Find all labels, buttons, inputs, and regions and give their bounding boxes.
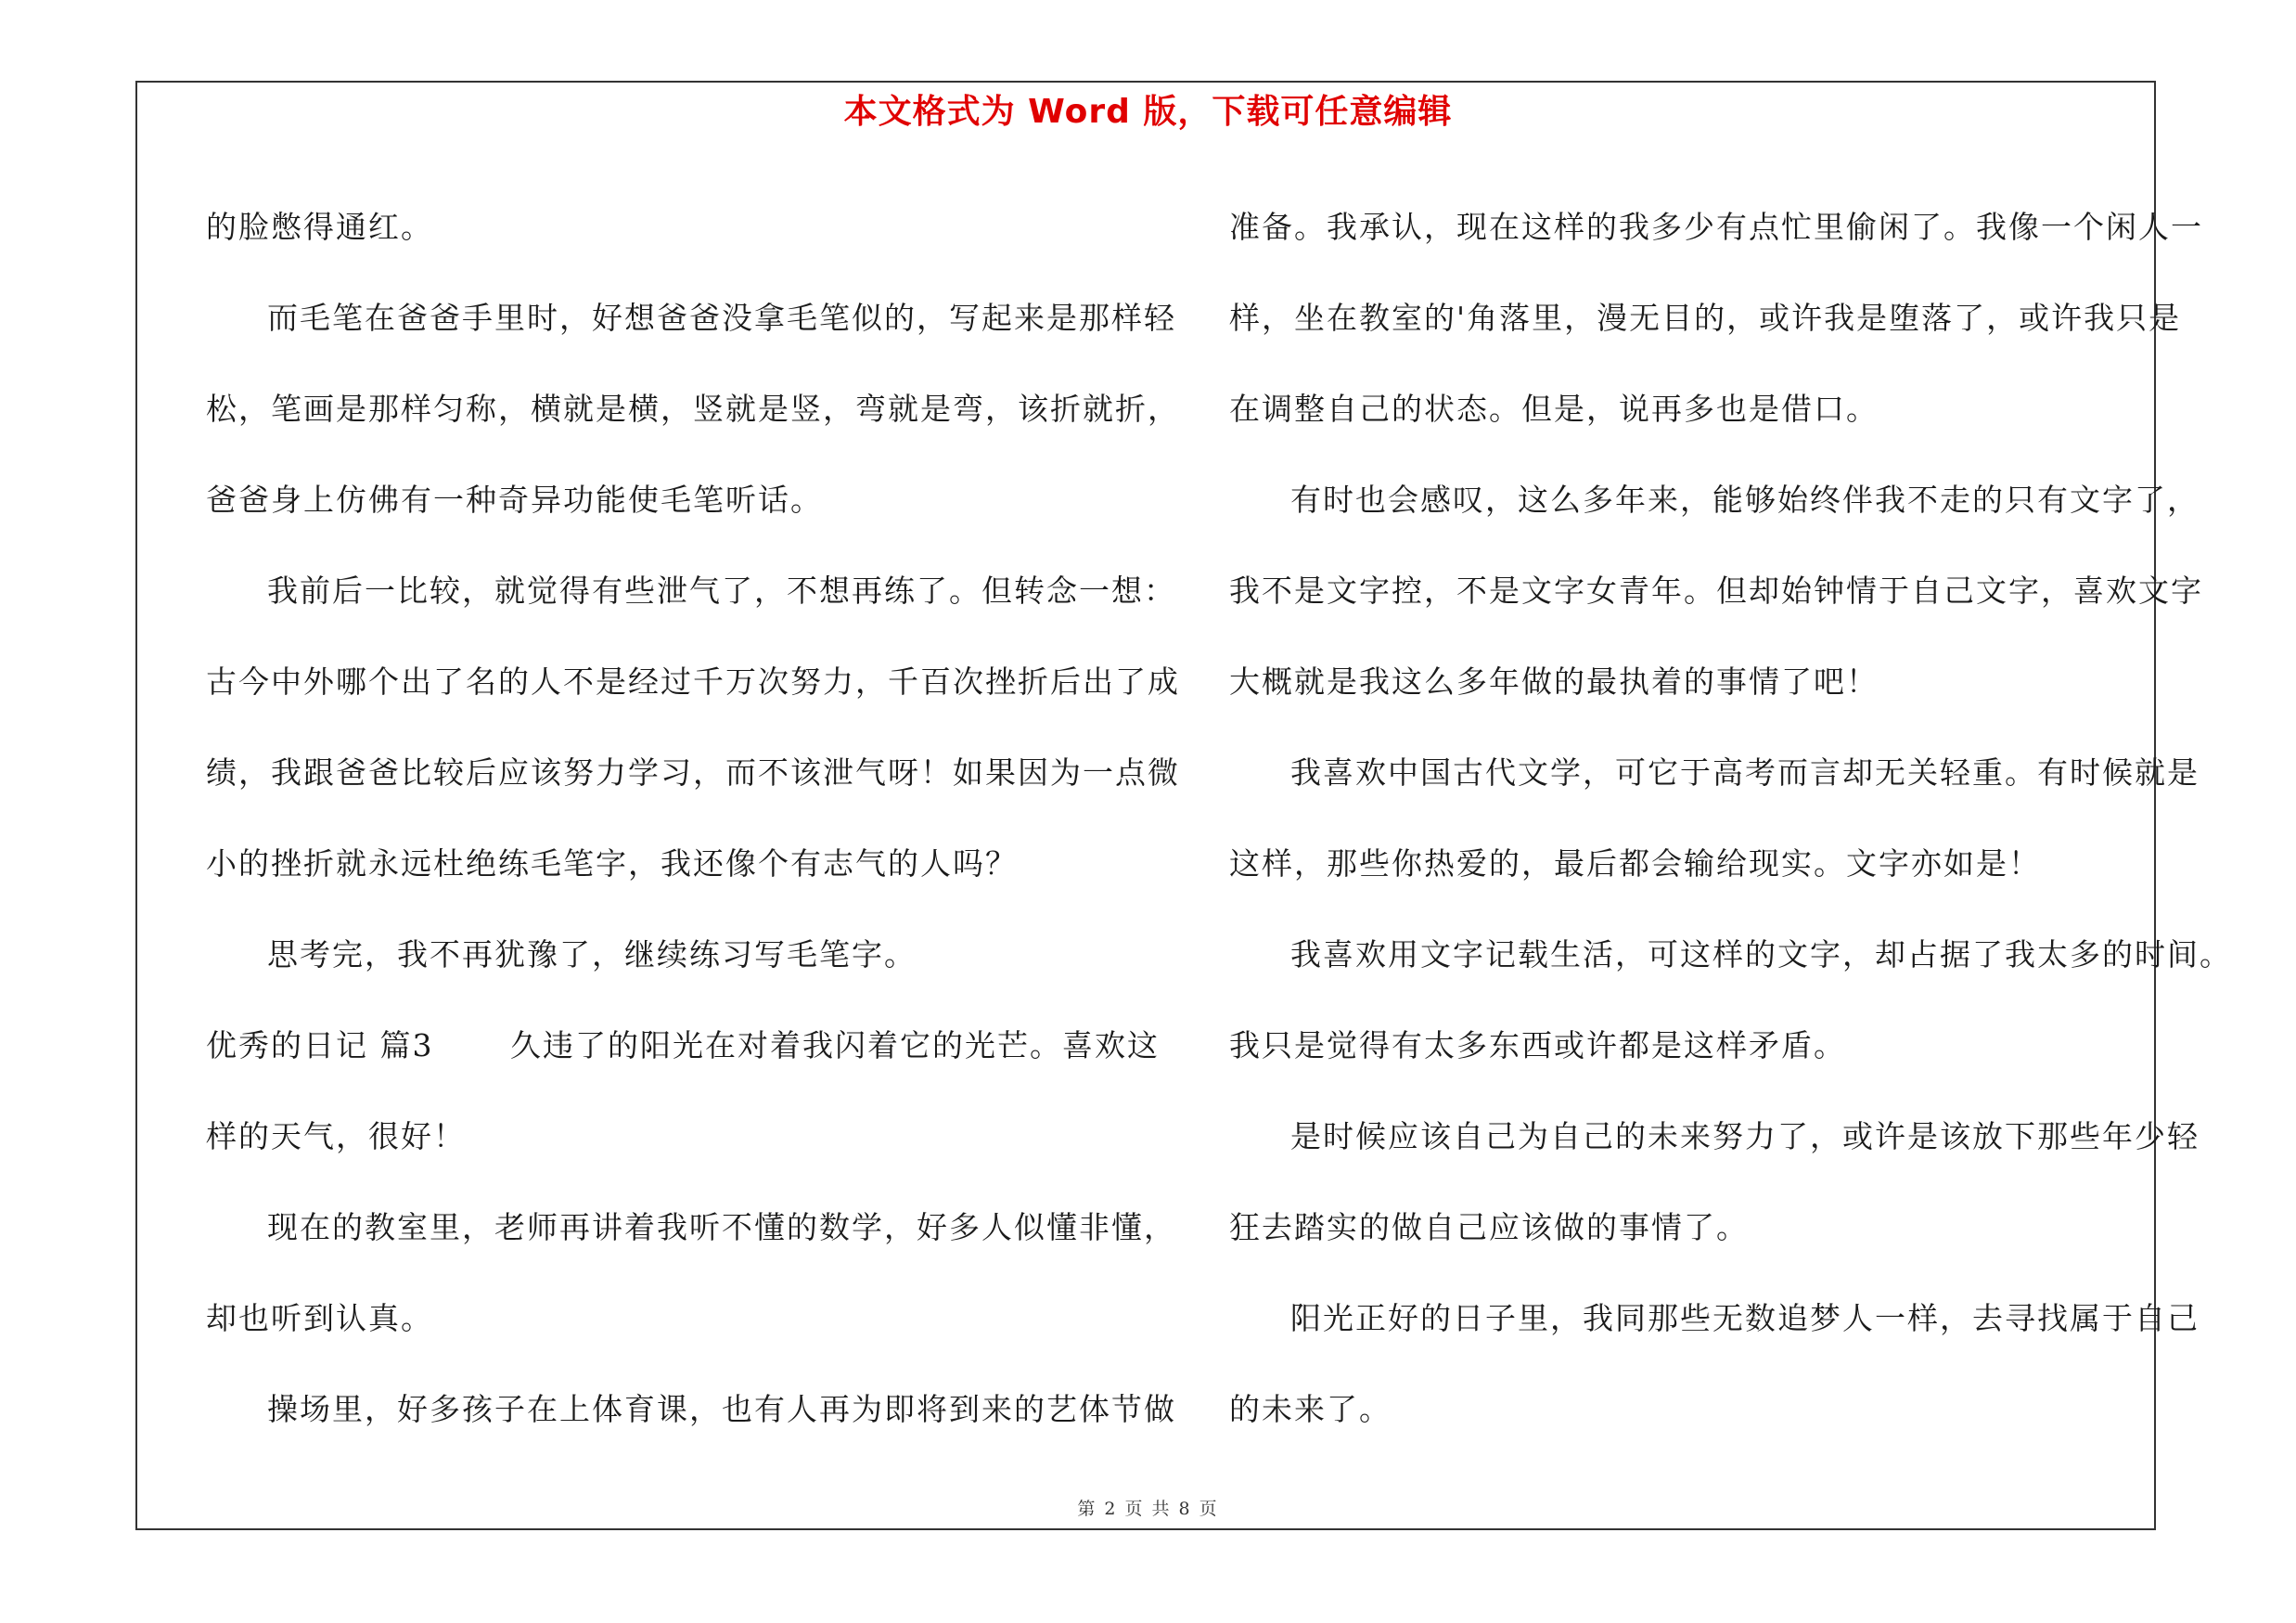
paragraph-line: 准备。我承认，现在这样的我多少有点忙里偷闲了。我像一个闲人一 (1229, 209, 2203, 245)
word-format-banner: 本文格式为 Word 版，下载可任意编辑 (843, 93, 1453, 131)
paragraph-line: 优秀的日记 篇3 久违了的阳光在对着我闪着它的光芒。喜欢这 (206, 1027, 1160, 1063)
paragraph-line: 而毛笔在爸爸手里时，好想爸爸没拿毛笔似的，写起来是那样轻 (267, 300, 1176, 336)
paragraph-line: 我喜欢中国古代文学，可它于高考而言却无关轻重。有时候就是 (1290, 754, 2200, 791)
paragraph-line: 我不是文字控，不是文字女青年。但却始钟情于自己文字，喜欢文字 (1229, 573, 2203, 609)
paragraph-line: 思考完，我不再犹豫了，继续练习写毛笔字。 (267, 936, 917, 973)
page-number-footer: 第 2 页 共 8 页 (1077, 1499, 1219, 1519)
paragraph-line: 我只是觉得有太多东西或许都是这样矛盾。 (1229, 1027, 1846, 1063)
right-text-column (1229, 182, 2232, 1455)
paragraph-line: 狂去踏实的做自己应该做的事情了。 (1229, 1209, 1749, 1245)
paragraph-line: 现在的教室里，老师再讲着我听不懂的数学，好多人似懂非懂， (267, 1209, 1176, 1245)
paragraph-line: 的脸憋得通红。 (206, 209, 433, 245)
paragraph-line: 的未来了。 (1229, 1391, 1392, 1427)
paragraph-line: 样的天气，很好！ (206, 1118, 466, 1154)
paragraph-line: 爸爸身上仿佛有一种奇异功能使毛笔听话。 (206, 482, 823, 518)
paragraph-line: 我喜欢用文字记载生活，可这样的文字，却占据了我太多的时间。 (1290, 936, 2232, 973)
left-text-column (206, 182, 1180, 1455)
paragraph-line: 在调整自己的状态。但是，说再多也是借口。 (1229, 391, 1879, 427)
paragraph-line: 有时也会感叹，这么多年来，能够始终伴我不走的只有文字了， (1290, 482, 2200, 518)
paragraph-line: 是时候应该自己为自己的未来努力了，或许是该放下那些年少轻 (1290, 1118, 2200, 1154)
paragraph-line: 样，坐在教室的'角落里，漫无目的，或许我是堕落了，或许我只是 (1229, 300, 2182, 336)
paragraph-line: 绩，我跟爸爸比较后应该努力学习，而不该泄气呀！如果因为一点微 (206, 754, 1180, 791)
paragraph-line: 大概就是我这么多年做的最执着的事情了吧！ (1229, 663, 1879, 700)
paragraph-line: 松，笔画是那样匀称，横就是横，竖就是竖，弯就是弯，该折就折， (206, 391, 1180, 427)
paragraph-line: 却也听到认真。 (206, 1300, 433, 1336)
paragraph-line: 古今中外哪个出了名的人不是经过千万次努力，千百次挫折后出了成 (206, 663, 1180, 700)
paragraph-line: 阳光正好的日子里，我同那些无数追梦人一样，去寻找属于自己 (1290, 1300, 2200, 1336)
paragraph-line: 这样，那些你热爱的，最后都会输给现实。文字亦如是！ (1229, 845, 2041, 882)
paragraph-line: 小的挫折就永远杜绝练毛笔字，我还像个有志气的人吗？ (206, 845, 1018, 882)
paragraph-line: 我前后一比较，就觉得有些泄气了，不想再练了。但转念一想： (267, 573, 1176, 609)
paragraph-line: 操场里，好多孩子在上体育课，也有人再为即将到来的艺体节做 (267, 1391, 1176, 1427)
